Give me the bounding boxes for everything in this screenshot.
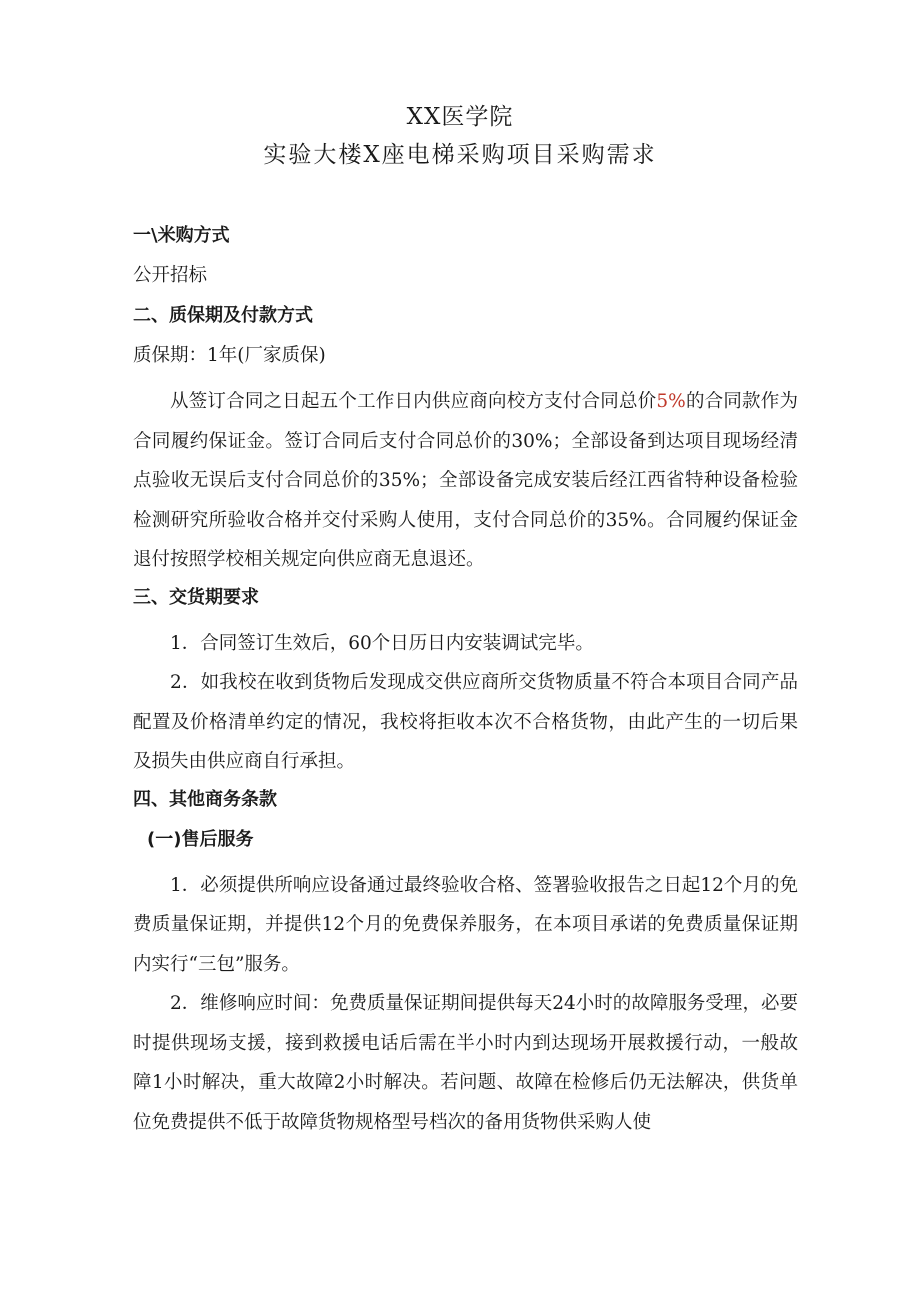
procurement-method-text: 公开招标 bbox=[133, 265, 208, 286]
section-heading-other-terms: 四、其他商务条款 bbox=[133, 788, 277, 810]
section-heading-procurement-method: 一\米购方式 bbox=[133, 225, 230, 246]
payment-terms-paragraph bbox=[133, 382, 798, 580]
document-title: 实验大楼X座电梯采购项目采购需求 bbox=[263, 142, 657, 168]
section-heading-warranty-payment: 二、质保期及付款方式 bbox=[133, 305, 313, 326]
document-body bbox=[133, 222, 798, 1142]
section-heading-delivery: 三、交货期要求 bbox=[133, 586, 259, 608]
payment-terms-part1: 从签订合同之日起五个工作日内供应商向校方支付合同总价 bbox=[170, 391, 657, 412]
delivery-item-2: 2．如我校在收到货物后发现成交供应商所交货物质量不符合本项目合同产品配置及价格清单约定的情况，我校将拒收本次不合格货物，由此产生的一切后果及损失由供应商自行承担。 bbox=[133, 672, 798, 772]
delivery-item-1: 1．合同签订生效后，60个日历日内安装调试完毕。 bbox=[170, 632, 594, 654]
subsection-heading-after-sales: (一)售后服务 bbox=[147, 828, 254, 850]
after-sales-item-1: 1．必须提供所响应设备通过最终验收合格、签署验收报告之日起12个月的免费质量保证期，并提供12个月的免费保养服务，在本项目承诺的免费质量保证期内实行“三包”服务。 bbox=[133, 874, 798, 975]
deposit-percentage-highlight: 5% bbox=[656, 391, 686, 412]
payment-terms-part2: 的合同款作为合同履约保证金。签订合同后支付合同总价的30%；全部设备到达项目现场经清点验收无误后支付合同总价的35%；全部设备完成安装后经江西省特种设备检验检测研究所验收合格并交付采购人使用，支付合同总价的35%。合同履约保证金退付按照学校相关规定向供应商无息退还。 bbox=[133, 391, 798, 570]
institution-title: XX医学院 bbox=[406, 104, 514, 130]
after-sales-item-2: 2．维修响应时间：免费质量保证期间提供每天24小时的故障服务受理，必要时提供现场支援，接到救援电话后需在半小时内到达现场开展救援行动，一般故障1小时解决，重大故障2小时解决。若问题、故障在检修后仍无法解决，供货单位免费提供不低于故障货物规格型号档次的备用货物供采购人使 bbox=[133, 993, 798, 1133]
warranty-period-text: 质保期：1年(厂家质保) bbox=[133, 345, 326, 366]
title-block bbox=[0, 98, 920, 174]
